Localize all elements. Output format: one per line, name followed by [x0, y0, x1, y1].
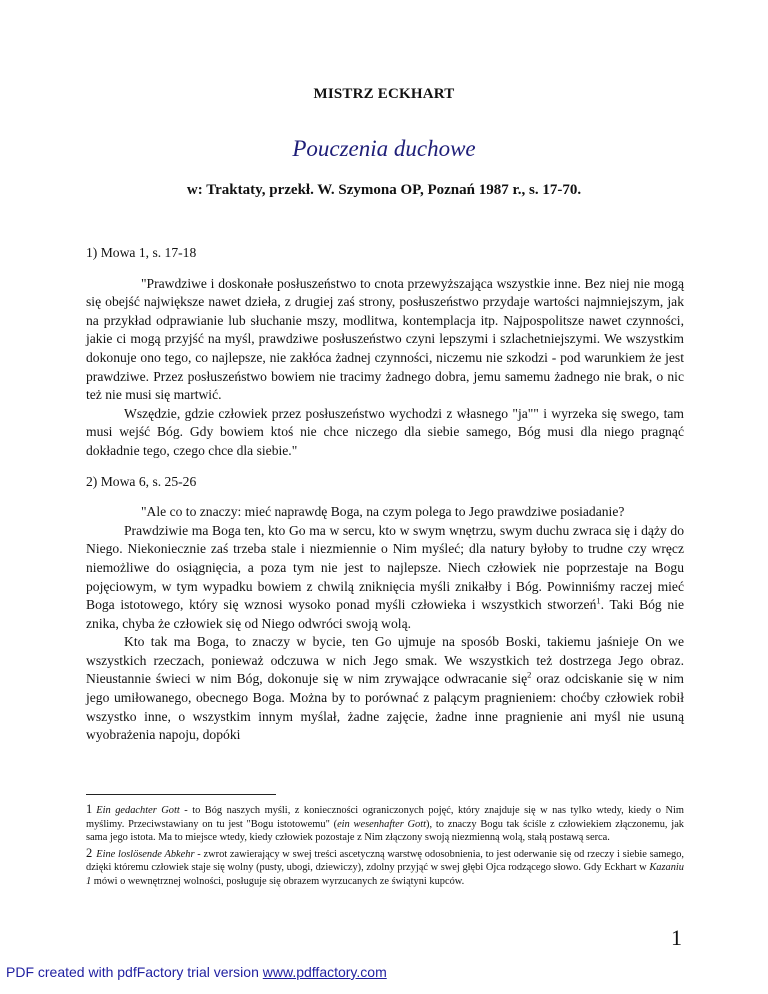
- footnote-ref-2[interactable]: 2: [527, 669, 532, 680]
- document-title: Pouczenia duchowe: [292, 136, 476, 161]
- footnote-text: ), to znaczy Bogu tak ściśle z człowiekiem złączonemu, jak sama jego istota. Ma to miejsce wtedy, kiedy człowiek pozostaje z Nim złączony swoją niezmienną wolą, stałą postawą serca.: [86, 818, 684, 844]
- footnote-term: Kazaniu 1: [86, 862, 684, 887]
- page-number: 1: [671, 925, 682, 950]
- paragraph: "Prawdziwe i doskonałe posłuszeństwo to cnota przewyższająca wszystkie inne. Bez niej nie mogą się obejść największe nawet dzieła, z drugiej zaś strony, posłuszeństwo przydaje wartości najmniejszym, jak na przykład odprawianie lub słuchanie mszy, modlitwa, kontemplacja itp. Najpospolitsze nawet czynności, jakie ci mogą przyjść na myśl, prawdziwe posłuszeństwo czyni lepszymi i szlachetniejszymi. We wszystkim dokonuje ono tego, co najlepsze, nie zakłóca żadnej czynności, niczemu nie szkodzi - pod warunkiem że jest prawdziwe. Przez posłuszeństwo bowiem nie tracimy żadnego dobra, jemu samemu żadnego nie brak, o nic też nie musi się martwić.: [86, 275, 684, 403]
- paragraph-text: Prawdziwie ma Boga ten, kto Go ma w sercu, kto w swym wnętrzu, swym duchu zwraca się i dąży do Niego. Niekoniecznie zaś trzeba stale i niezmiennie o Nim myśleć; dla natury byłoby to trudne czy wręcz niemożliwe do osiągnięcia, a poza tym nie jest to najlepsze. Niech człowiek nie poprzestaje na Bogu pojęciowym, w tym wypadku bowiem z chwilą zniknięcia myśli znikałby i Bóg. Powinniśmy raczej mieć Boga istotowego, który się wznosi wysoko ponad myśli człowieka i wszystkich stworzeń: [86, 522, 684, 613]
- footnote-1: [86, 803, 684, 845]
- footnote-2: [86, 847, 684, 889]
- footnote-number: 1: [86, 802, 93, 816]
- pdffactory-link[interactable]: www.pdffactory.com: [262, 964, 387, 980]
- footnote-ref-1[interactable]: 1: [596, 595, 601, 606]
- paragraph-text: . Taki Bóg nie znika, chyba że człowiek się od Niego odwróci swoją wolą.: [86, 597, 684, 631]
- paragraph-text: Kto tak ma Boga, to znaczy w bycie, ten Go ujmuje na sposób Boski, takiemu jaśnieje On we wszystkich rzeczach, ponieważ odczuwa w nich Jego smak. We wszystkich też dostrzega Jego obraz. Nieustannie świeci w nim Bóg, dokonuje się w nim zrywające odwracanie się: [86, 634, 684, 687]
- footer-text: PDF created with pdfFactory trial version: [6, 964, 263, 980]
- pdf-footer: [6, 964, 387, 980]
- footnote-divider: [86, 794, 276, 795]
- paragraph: Wszędzie, gdzie człowiek przez posłuszeństwo wychodzi z własnego "ja"" i wyrzeka się swego, tam musi wejść Bóg. Gdy bowiem ktoś nie chce niczego dla siebie samego, Bóg musi dla niego pragnąć dokładnie tego, czego chce dla siebie.": [86, 405, 684, 458]
- document-body: [86, 244, 684, 745]
- source-citation: w: Traktaty, przekł. W. Szymona OP, Poznań 1987 r., s. 17-70.: [186, 182, 582, 198]
- paragraph: "Ale co to znaczy: mieć naprawdę Boga, na czym polega to Jego prawdziwe posiadanie?: [141, 504, 625, 520]
- footnote-text: mówi o wewnętrznej wolności, posługuje się obrazem wyrzucanych ze świątyni kupców.: [91, 875, 465, 887]
- section-heading: 2) Mowa 6, s. 25-26: [86, 473, 197, 489]
- footnote-term: Ein gedachter Gott: [96, 805, 180, 816]
- paragraph: [86, 633, 684, 745]
- author-heading: MISTRZ ECKHART: [313, 86, 455, 102]
- paragraph-text: oraz odciskanie się w nim jego umiłowanego, obecnego Boga. Można by to porównać z palącym pragnieniem: choćby człowiek robił wszystko inne, o wszystkim innym myślał, żadne zajęcie, żadne inne pragnienie ani myśl nie usuną wyobrażenia napoju, dopóki: [86, 671, 684, 743]
- footnote-number: 2: [86, 845, 93, 860]
- footnotes: [86, 803, 684, 891]
- footnote-text: - to Bóg naszych myśli, z konieczności ograniczonych pojęć, który znajduje się w nas tylko wtedy, kiedy o Nim myślimy. Przeciwstawiany on tu jest "Bogu istotowemu" (: [86, 805, 684, 830]
- section-heading: 1) Mowa 1, s. 17-18: [86, 245, 197, 260]
- footnote-term: Eine loslösende Abkehr: [96, 848, 195, 860]
- footnote-text: - zwrot zawierający w swej treści ascetyczną warstwę odosobnienia, to jest oderwanie się od rzeczy i siebie samego, dzięki któremu człowiek staje się wolny (pusty, ubogi, dziewiczy), zdolny przyjąć w swej głębi Ojca rodzącego słowo. Gdy Eckhart w: [86, 848, 684, 874]
- footnote-term: ein wesenhafter Gott: [337, 818, 427, 830]
- paragraph: [86, 522, 684, 634]
